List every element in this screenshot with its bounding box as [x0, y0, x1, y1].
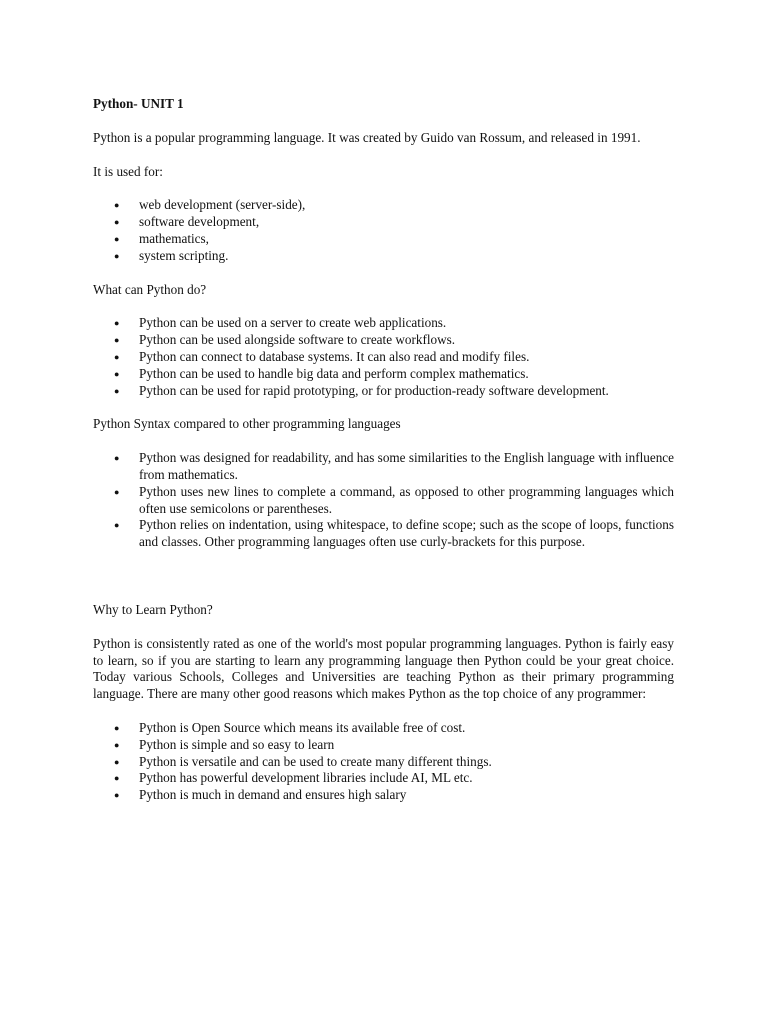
bullet-icon: ●	[114, 739, 120, 750]
bullet-icon: ●	[114, 486, 120, 497]
list-item: ● Python is much in demand and ensures high salary	[114, 787, 407, 803]
list-item: ● Python was designed for readability, and has some similarities to the English language with influence from mathematics.	[114, 450, 674, 482]
list-item: ● Python is versatile and can be used to create many different things.	[114, 753, 492, 769]
list-item: ● Python is Open Source which means its available free of cost.	[114, 719, 466, 735]
why-heading: Why to Learn Python?	[93, 601, 213, 617]
list-item: ● Python can connect to database systems. It can also read and modify files.	[114, 348, 530, 364]
bullet-icon: ●	[114, 520, 120, 531]
section-spacer	[93, 568, 674, 602]
bullet-icon: ●	[114, 200, 120, 211]
uses-list	[93, 197, 674, 264]
bullet-icon: ●	[114, 790, 120, 801]
intro-paragraph: Python is a popular programming language. It was created by Guido van Rossum, and released in 1991.	[93, 129, 641, 145]
list-item: ● Python uses new lines to complete a command, as opposed to other programming languages which often use semicolons or parentheses.	[114, 483, 674, 516]
list-item: ● Python can be used on a server to create web applications.	[114, 315, 447, 331]
list-item: ● Python relies on indentation, using whitespace, to define scope; such as the scope of loops, functions and classes. Other programming languages often use curly-brackets for this purpose.	[114, 517, 674, 550]
can-do-heading: What can Python do?	[93, 281, 207, 297]
syntax-list	[93, 450, 674, 551]
list-item: ● Python has powerful development libraries include AI, ML etc.	[114, 770, 473, 786]
bullet-icon: ●	[114, 217, 120, 228]
bullet-icon: ●	[114, 453, 120, 464]
bullet-icon: ●	[114, 722, 120, 733]
why-list	[93, 720, 674, 804]
bullet-icon: ●	[114, 335, 120, 346]
list-item: ● Python can be used for rapid prototyping, or for production-ready software development.	[114, 382, 609, 398]
document-title: Python- UNIT 1	[93, 96, 184, 111]
list-item: ● Python is simple and so easy to learn	[114, 736, 335, 752]
uses-heading: It is used for:	[93, 163, 163, 179]
bullet-icon: ●	[114, 233, 120, 244]
bullet-icon: ●	[114, 773, 120, 784]
list-item: ● Python can be used to handle big data and perform complex mathematics.	[114, 365, 529, 381]
bullet-icon: ●	[114, 385, 120, 396]
list-item: ● system scripting.	[114, 247, 229, 263]
document-page	[93, 96, 674, 821]
bullet-icon: ●	[114, 250, 120, 261]
bullet-icon: ●	[114, 351, 120, 362]
bullet-icon: ●	[114, 756, 120, 767]
why-paragraph: Python is consistently rated as one of the world's most popular programming languages. Python is fairly easy to learn, so if you are starting to learn any programming language then Python could be your great choice. Today various Schools, Colleges and Universities are teaching Python as their primary programming language. There are many other good reasons which makes Python as the top choice of any programmer:	[93, 635, 674, 702]
list-item: ● software development,	[114, 214, 260, 230]
bullet-icon: ●	[114, 318, 120, 329]
list-item: ● mathematics,	[114, 230, 209, 246]
syntax-heading: Python Syntax compared to other programming languages	[93, 416, 401, 432]
list-item: ● Python can be used alongside software to create workflows.	[114, 332, 456, 348]
can-do-list	[93, 315, 674, 399]
bullet-icon: ●	[114, 368, 120, 379]
list-item: ● web development (server-side),	[114, 197, 306, 213]
